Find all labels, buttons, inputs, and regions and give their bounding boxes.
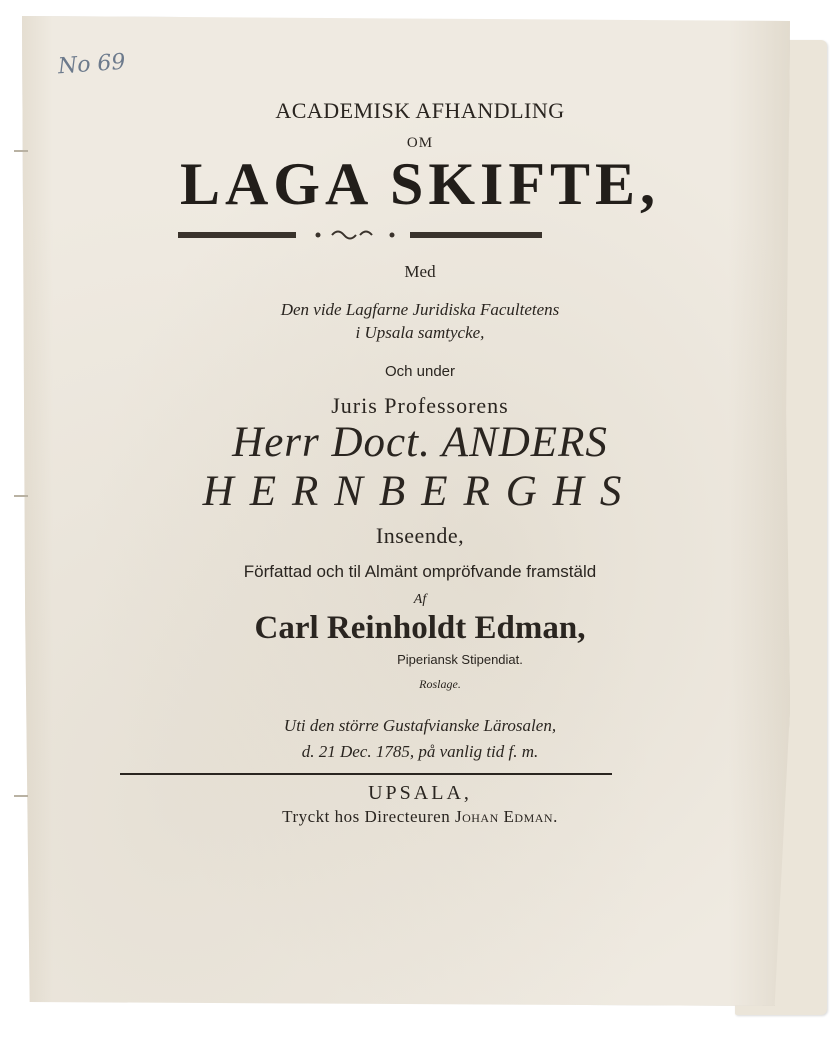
city-line: UPSALA, bbox=[368, 782, 472, 804]
printer-line bbox=[0, 807, 840, 827]
professor-line: Juris Professorens bbox=[331, 393, 509, 418]
author-title: Piperiansk Stipendiat. bbox=[397, 652, 523, 667]
page-title: LAGA SKIFTE, bbox=[179, 151, 661, 217]
printer-prefix: Tryckt hos Directeuren bbox=[282, 807, 451, 826]
med-line: Med bbox=[404, 262, 436, 281]
heading-line2: OM bbox=[406, 135, 434, 151]
och-under-line: Och under bbox=[384, 363, 456, 380]
authored-line: Författad och til Almänt ompröfvande framstäld bbox=[243, 562, 597, 581]
venue-line-1: Uti den större Gustafvianske Lärosalen, bbox=[283, 716, 557, 735]
ornament-rule-icon bbox=[0, 226, 840, 244]
author-origin: Roslage. bbox=[419, 677, 461, 691]
af-line: Af bbox=[413, 592, 427, 607]
professor-name-line-2: HERNBERGHS bbox=[202, 468, 638, 515]
divider-rule bbox=[120, 773, 612, 775]
faculty-line-1: Den vide Lagfarne Juridiska Facultetens bbox=[280, 300, 560, 319]
ornament-divider bbox=[0, 226, 840, 248]
handwritten-note: No 69 bbox=[57, 49, 127, 80]
author-name: Carl Reinholdt Edman, bbox=[254, 610, 586, 646]
professor-name-line-1: Herr Doct. ANDERS bbox=[232, 419, 608, 466]
printer-name: Johan Edman. bbox=[454, 807, 558, 826]
inseende-line: Inseende, bbox=[375, 523, 465, 548]
faculty-line-2: i Upsala samtycke, bbox=[355, 323, 485, 342]
venue-line-2: d. 21 Dec. 1785, på vanlig tid f. m. bbox=[301, 742, 539, 761]
heading-line1: ACADEMISK AFHANDLING bbox=[275, 98, 565, 123]
